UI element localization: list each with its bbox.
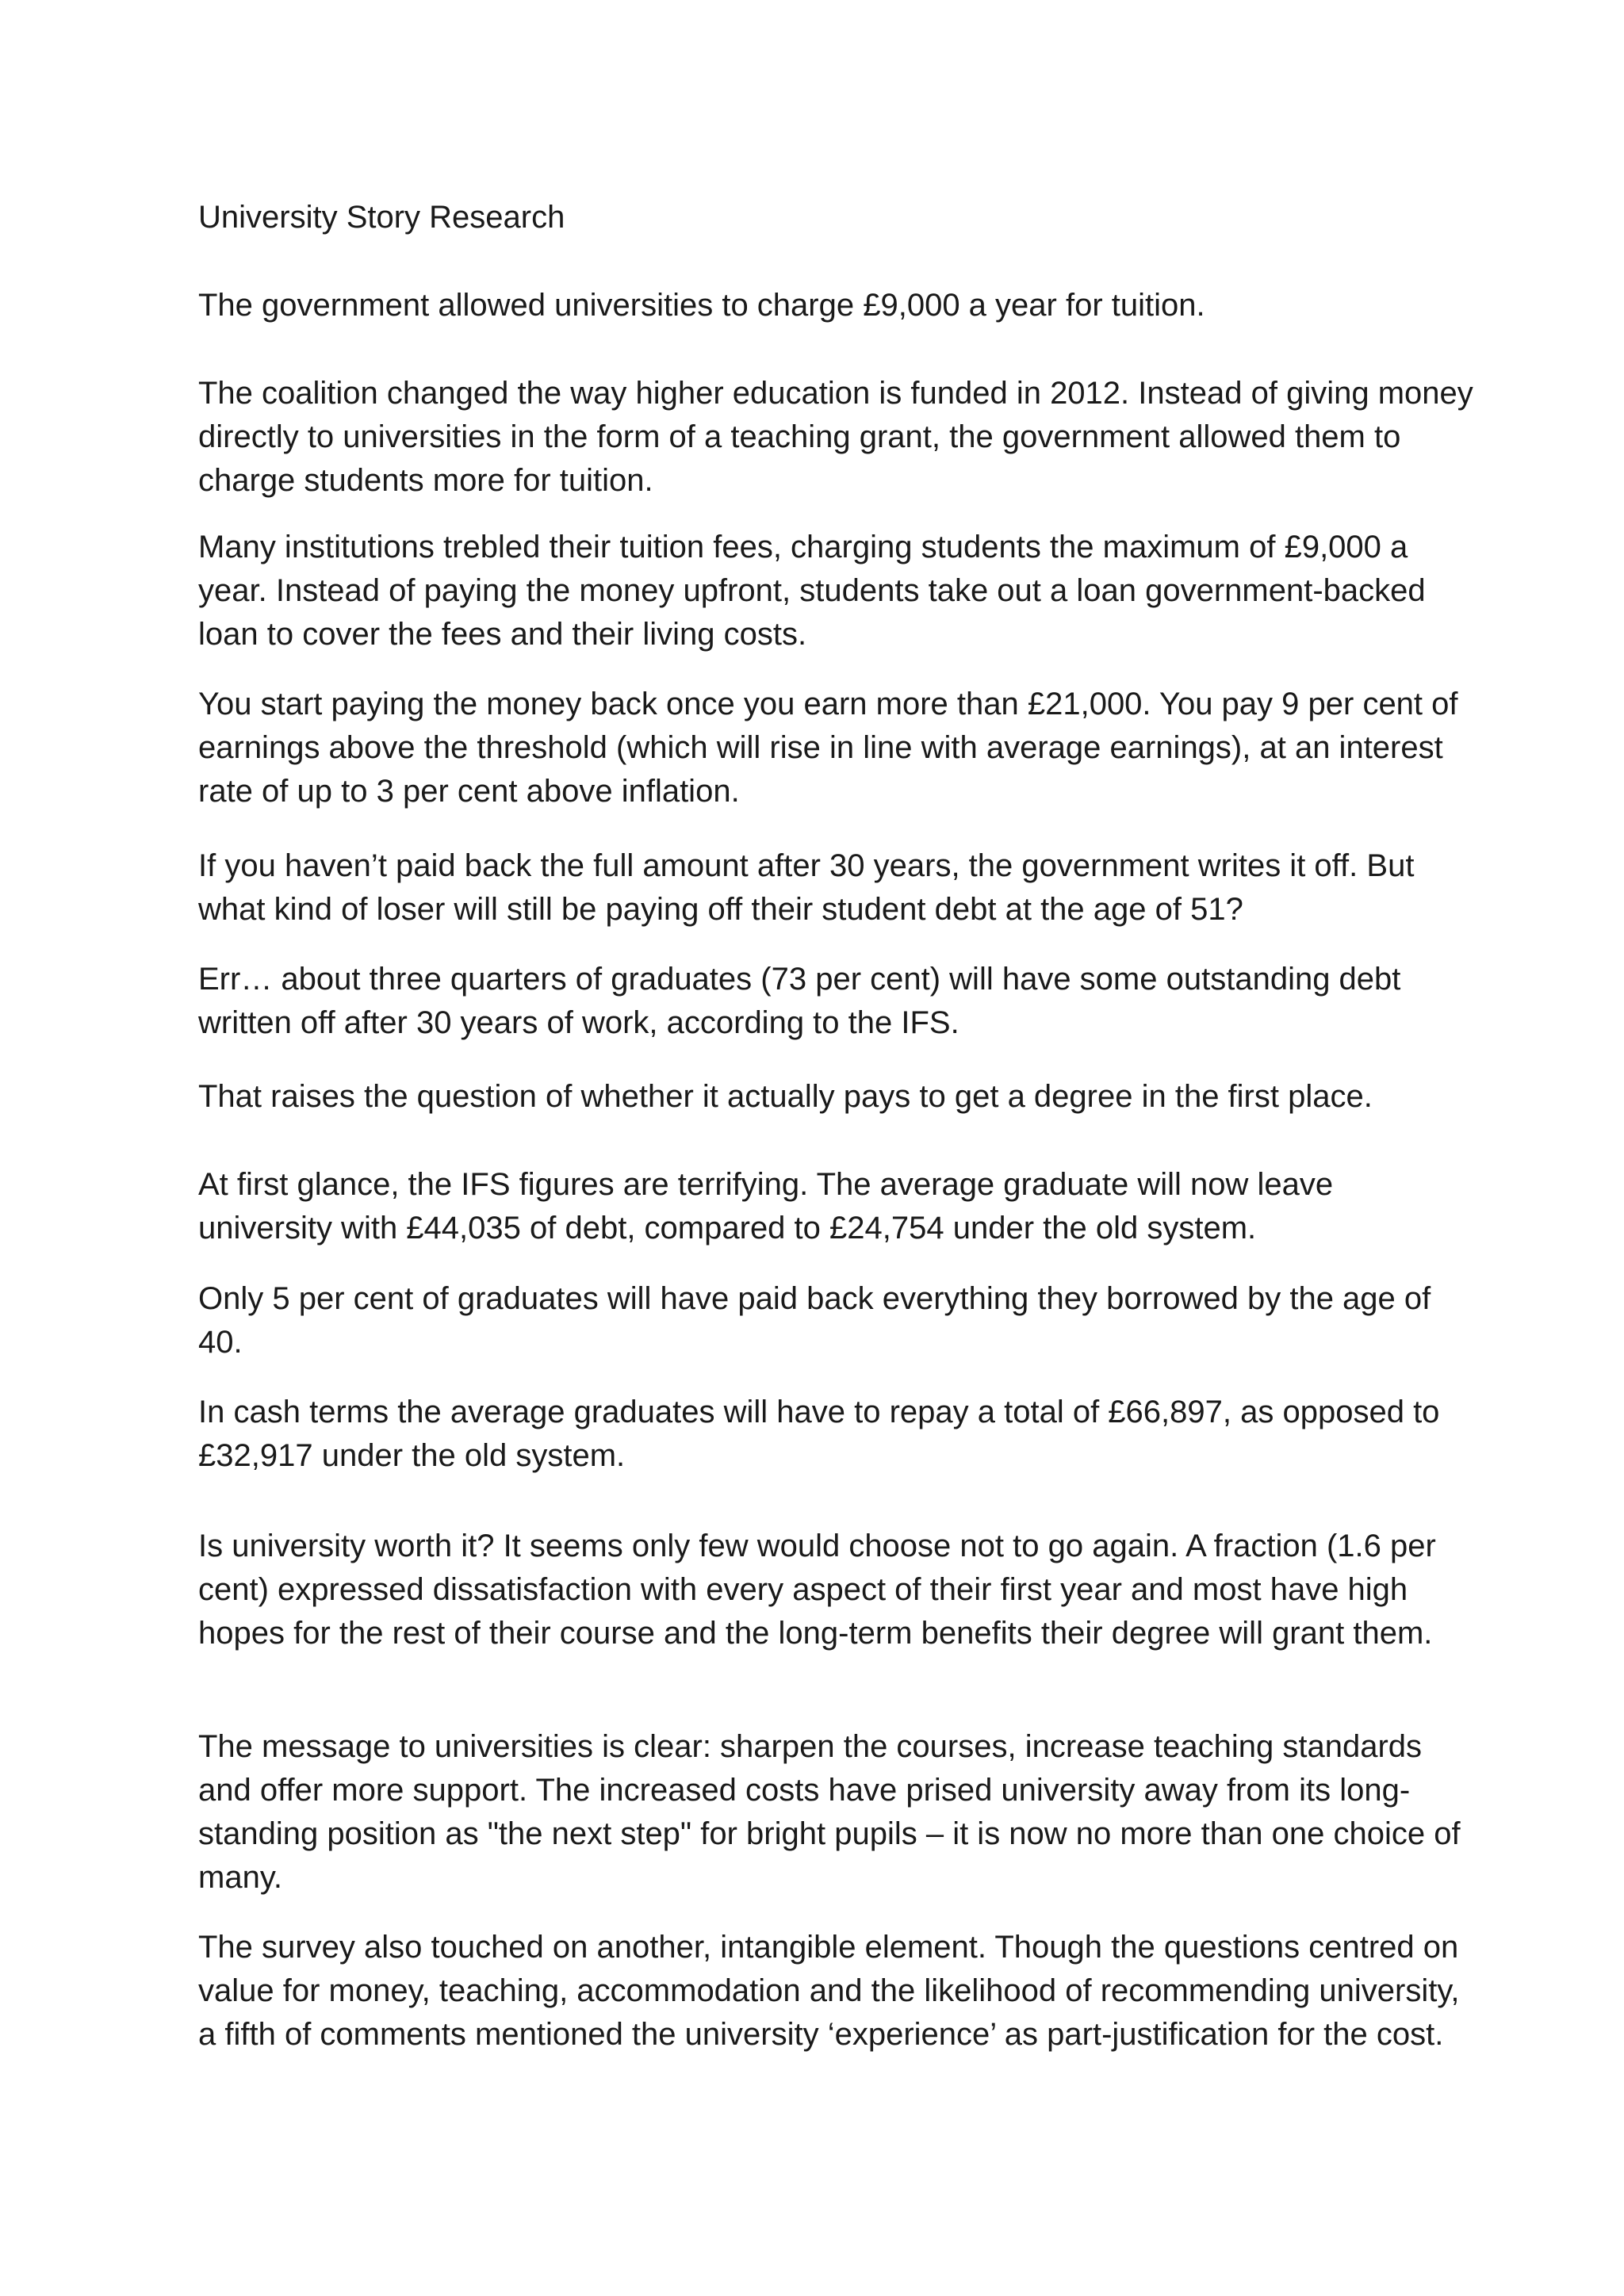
paragraph-survey-experience: The survey also touched on another, intangible element. Though the questions centred on value for money, teaching, accommodation and the likelihood of recommending university, a fifth of comments mentioned the university ‘experience’ as part-justification for the cost.: [198, 1930, 1460, 2052]
paragraph-trebled-fees: Many institutions trebled their tuition fees, charging students the maximum of £9,000 a year. Instead of paying the money upfront, students take out a loan government-backed loan to cover the fees and their living costs.: [198, 530, 1426, 652]
paragraph-funding-change: The coalition changed the way higher education is funded in 2012. Instead of giving money directly to universities in the form of a teaching grant, the government allowed them to charge students more for tuition.: [198, 376, 1473, 498]
paragraph-degree-question: That raises the question of whether it actually pays to get a degree in the first place.: [198, 1079, 1373, 1114]
paragraph-worth-it: Is university worth it? It seems only few would choose not to go again. A fraction (1.6 per cent) expressed dissatisfaction with every aspect of their first year and most have high hopes for the rest of their course and the long-term benefits their degree will grant them.: [198, 1529, 1436, 1651]
document-title: University Story Research: [198, 200, 565, 235]
paragraph-outstanding-debt: Err… about three quarters of graduates (73 per cent) will have some outstanding debt written off after 30 years of work, according to the IFS.: [198, 962, 1401, 1040]
paragraph-ifs-figures: At first glance, the IFS figures are terrifying. The average graduate will now leave university with £44,035 of debt, compared to £24,754 under the old system.: [198, 1167, 1334, 1246]
paragraph-paid-back-by-40: Only 5 per cent of graduates will have paid back everything they borrowed by the age of 40.: [198, 1281, 1431, 1360]
paragraph-write-off: If you haven’t paid back the full amount after 30 years, the government writes it off. But what kind of loser will still be paying off their student debt at the age of 51?: [198, 848, 1415, 927]
paragraph-message-to-universities: The message to universities is clear: sharpen the courses, increase teaching standards and offer more support. The increased costs have prised university away from its long-standing position as "the next step" for bright pupils – it is now no more than one choice of many.: [198, 1729, 1461, 1895]
paragraph-fee-cap: The government allowed universities to charge £9,000 a year for tuition.: [198, 288, 1205, 323]
paragraph-repayment-threshold: You start paying the money back once you earn more than £21,000. You pay 9 per cent of earnings above the threshold (which will rise in line with average earnings), at an interest rate of up to 3 per cent above inflation.: [198, 687, 1458, 809]
paragraph-cash-terms: In cash terms the average graduates will have to repay a total of £66,897, as opposed to £32,917 under the old system.: [198, 1395, 1440, 1473]
